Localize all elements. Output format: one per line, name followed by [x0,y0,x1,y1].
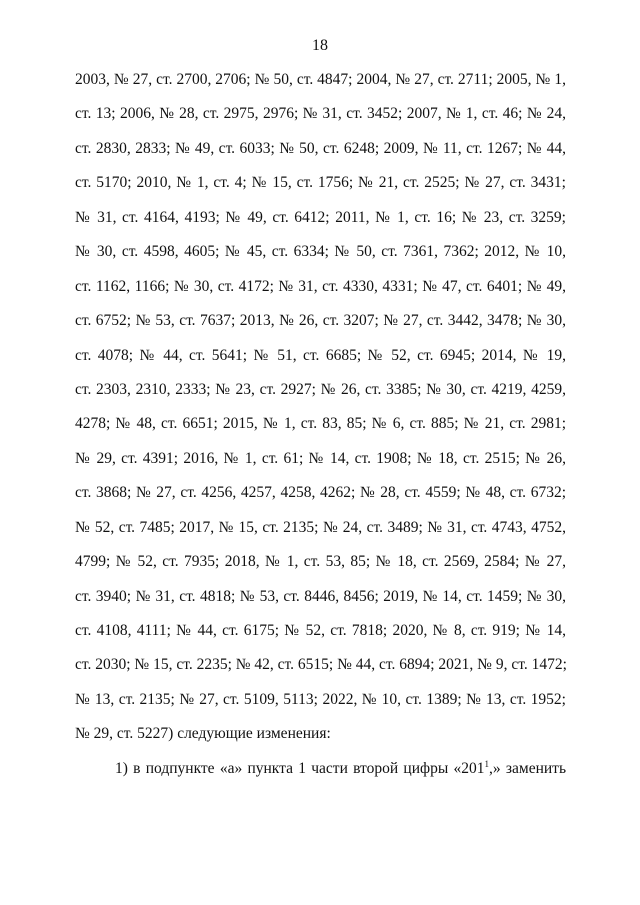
text-line: ст. 2830, 2833; № 49, ст. 6033; № 50, ст. 6248; 2009, № 11, ст. 1267; № 44, [75,139,566,157]
list-item-text-end: ,» заменить [489,759,567,777]
text-line: ст. 4108, 4111; № 44, ст. 6175; № 52, ст. 7818; 2020, № 8, ст. 919; № 14, [75,622,566,639]
text-line: 2003, № 27, ст. 2700, 2706; № 50, ст. 4847; 2004, № 27, ст. 2711; 2005, № 1, [75,71,566,88]
text-line: ст. 2030; № 15, ст. 2235; № 42, ст. 6515; № 44, ст. 6894; 2021, № 9, ст. 1472; [75,656,567,674]
text-line: 4278; № 48, ст. 6651; 2015, № 1, ст. 83, 85; № 6, ст. 885; № 21, ст. 2981; [75,415,566,433]
text-line: ст. 1162, 1166; № 30, ст. 4172; № 31, ст. 4330, 4331; № 47, ст. 6401; № 49, [75,277,566,295]
text-line: 4799; № 52, ст. 7935; 2018, № 1, ст. 53, 85; № 18, ст. 2569, 2584; № 27, [75,553,566,571]
superscript-mark: 1 [484,758,489,769]
text-line: ст. 2303, 2310, 2333; № 23, ст. 2927; № 26, ст. 3385; № 30, ст. 4219, 4259, [75,380,566,398]
list-item-1 [75,759,566,793]
text-line: № 29, ст. 4391; 2016, № 1, ст. 61; № 14, ст. 1908; № 18, ст. 2515; № 26, [75,449,566,467]
text-line: № 31, ст. 4164, 4193; № 49, ст. 6412; 2011, № 1, ст. 16; № 23, ст. 3259; [75,208,566,226]
text-line: ст. 3868; № 27, ст. 4256, 4257, 4258, 4262; № 28, ст. 4559; № 48, ст. 6732; [75,484,566,502]
text-line: № 29, ст. 5227) следующие изменения: [75,725,331,743]
text-line: ст. 6752; № 53, ст. 7637; 2013, № 26, ст. 3207; № 27, ст. 3442, 3478; № 30, [75,312,566,330]
text-line: ст. 4078; № 44, ст. 5641; № 51, ст. 6685; № 52, ст. 6945; 2014, № 19, [75,346,566,364]
list-item-text: 1) в подпункте «а» пункта 1 части второй цифры «201 [115,759,485,777]
text-line: № 30, ст. 4598, 4605; № 45, ст. 6334; № 50, ст. 7361, 7362; 2012, № 10, [75,243,566,261]
text-line: ст. 13; 2006, № 28, ст. 2975, 2976; № 31, ст. 3452; 2007, № 1, ст. 46; № 24, [75,105,566,123]
text-line: № 13, ст. 2135; № 27, ст. 5109, 5113; 2022, № 10, ст. 1389; № 13, ст. 1952; [75,690,566,708]
paragraph-text [75,70,566,793]
text-line: ст. 3940; № 31, ст. 4818; № 53, ст. 8446, 8456; 2019, № 14, ст. 1459; № 30, [75,587,566,605]
text-line: № 52, ст. 7485; 2017, № 15, ст. 2135; № 24, ст. 3489; № 31, ст. 4743, 4752, [75,518,566,536]
text-line: ст. 5170; 2010, № 1, ст. 4; № 15, ст. 1756; № 21, ст. 2525; № 27, ст. 3431; [75,174,566,192]
page-number: 18 [312,37,328,54]
